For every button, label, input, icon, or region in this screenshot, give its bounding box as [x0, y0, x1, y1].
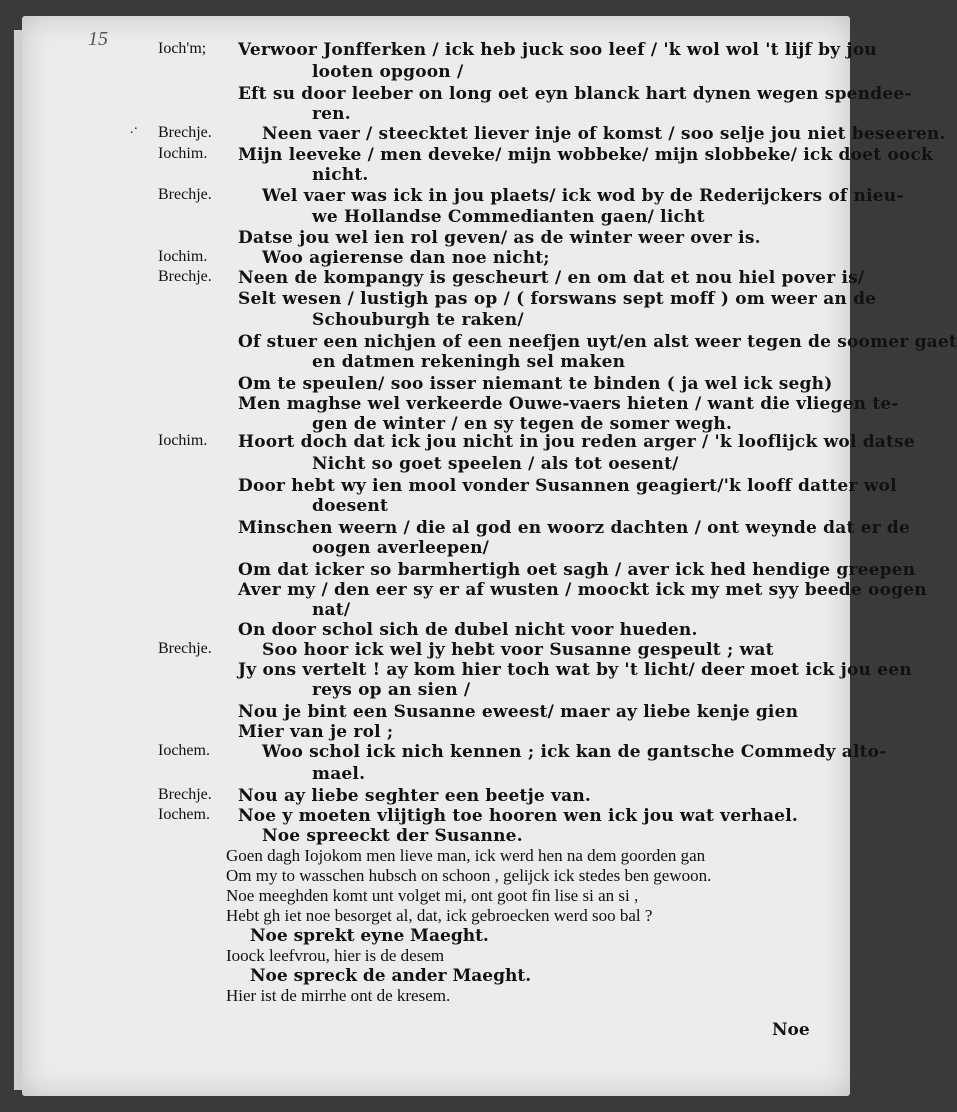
speaker-label: Iochim. — [158, 248, 208, 265]
text-line: Mier van je rol ; — [238, 722, 394, 742]
text-line: Verwoor Jonfferken / ick heb juck soo leef / 'k wol wol 't lijf by jou — [238, 40, 877, 60]
text-line: Eft su door leeber on long oet eyn blanck hart dynen wegen spendee- — [238, 84, 912, 104]
speaker-label: Brechje. — [158, 786, 212, 803]
text-line: mael. — [312, 764, 366, 784]
speaker-label: Brechje. — [158, 640, 212, 657]
text-line: doesent — [312, 496, 389, 516]
text-line: Minschen weern / die al god en woorz dachten / ont weynde dat er de — [238, 518, 911, 538]
verse-line: Ioock leefvrou, hier is de desem — [226, 946, 445, 965]
speaker-label: Brechje. — [158, 186, 212, 203]
speaker-label: Iochim. — [158, 145, 208, 162]
text-line: Datse jou wel ien rol geven/ as de winter weer over is. — [238, 228, 761, 248]
verse-line: Om my to wasschen hubsch on schoon , gelijck ick stedes ben gewoon. — [226, 866, 712, 885]
text-line: Men maghse wel verkeerde Ouwe-vaers hieten / want die vliegen te- — [238, 394, 899, 414]
stage-direction: Noe spreeckt der Susanne. — [262, 826, 523, 846]
verse-line: Hebt gh iet noe besorget al, dat, ick gebroecken werd soo bal ? — [226, 906, 653, 925]
text-line: Om dat icker so barmhertigh oet sagh / aver ick hed hendige greepen — [238, 560, 916, 580]
text-line: ren. — [312, 104, 351, 124]
text-line: reys op an sien / — [312, 680, 471, 700]
speaker-label: Brechje. — [158, 268, 212, 285]
text-line: Neen de kompangy is gescheurt / en om dat et nou hiel pover is/ — [238, 268, 865, 288]
text-line: Woo schol ick nich kennen ; ick kan de gantsche Commedy alto- — [262, 742, 887, 762]
text-line: Neen vaer / steecktet liever inje of komst / soo selje jou niet beseeren. — [262, 124, 946, 144]
speaker-label: Iochim. — [158, 432, 208, 449]
text-line: Woo agierense dan noe nicht; — [262, 248, 550, 268]
text-line: Hoort doch dat ick jou nicht in jou reden arger / 'k looflijck wol datse — [238, 432, 915, 452]
text-line: Wel vaer was ick in jou plaets/ ick wod by de Rederijckers of nieu- — [262, 186, 904, 206]
margin-mark: .· — [130, 122, 139, 137]
text-line: Nicht so goet speelen / als tot oesent/ — [312, 454, 679, 474]
verse-line: Noe meeghden komt unt volget mi, ont goot fin lise si an si , — [226, 886, 639, 905]
text-line: gen de winter / en sy tegen de somer wegh. — [312, 414, 733, 434]
stage-direction: Noe spreck de ander Maeght. — [250, 966, 532, 986]
text-line: Selt wesen / lustigh pas op / ( forswans sept moff ) om weer an de — [238, 289, 877, 309]
text-line: Soo hoor ick wel jy hebt voor Susanne gespeult ; wat — [262, 640, 774, 660]
text-line: Door hebt wy ien mool vonder Susannen geagiert/'k looff datter wol — [238, 476, 897, 496]
text-line: looten opgoon / — [312, 62, 464, 82]
text-line: Mijn leeveke / men deveke/ mijn wobbeke/ mijn slobbeke/ ick doet oock — [238, 145, 933, 165]
text-line: en datmen rekeningh sel maken — [312, 352, 626, 372]
verse-line: Goen dagh Iojokom men lieve man, ick werd hen na dem goorden gan — [226, 846, 706, 865]
text-line: Om te speulen/ soo isser niemant te binden ( ja wel ick segh) — [238, 374, 833, 394]
folio-number: 15 — [88, 28, 108, 50]
catchword: Noe — [772, 1020, 810, 1040]
text-line: Schouburgh te raken/ — [312, 310, 524, 330]
text-line: nicht. — [312, 165, 369, 185]
text-line: On door schol sich de dubel nicht voor hueden. — [238, 620, 698, 640]
verse-line: Hier ist de mirrhe ont de kresem. — [226, 986, 451, 1005]
speaker-label: Ioch'm; — [158, 40, 207, 57]
text-line: Jy ons vertelt ! ay kom hier toch wat by 't licht/ deer moet ick jou een — [238, 660, 912, 680]
speaker-label: Iochem. — [158, 806, 210, 823]
text-line: Noe y moeten vlijtigh toe hooren wen ick jou wat verhael. — [238, 806, 798, 826]
speaker-label: Iochem. — [158, 742, 210, 759]
text-line: nat/ — [312, 600, 351, 620]
text-line: Nou je bint een Susanne eweest/ maer ay liebe kenje gien — [238, 702, 799, 722]
text-line: Of stuer een nichjen of een neefjen uyt/en alst weer tegen de soomer gaet — [238, 332, 957, 352]
text-line: Nou ay liebe seghter een beetje van. — [238, 786, 592, 806]
stage-direction: Noe sprekt eyne Maeght. — [250, 926, 489, 946]
speaker-label: Brechje. — [158, 124, 212, 141]
text-line: we Hollandse Commedianten gaen/ licht — [312, 207, 705, 227]
text-line: Aver my / den eer sy er af wusten / moockt ick my met syy beede oogen — [238, 580, 927, 600]
text-line: oogen averleepen/ — [312, 538, 490, 558]
